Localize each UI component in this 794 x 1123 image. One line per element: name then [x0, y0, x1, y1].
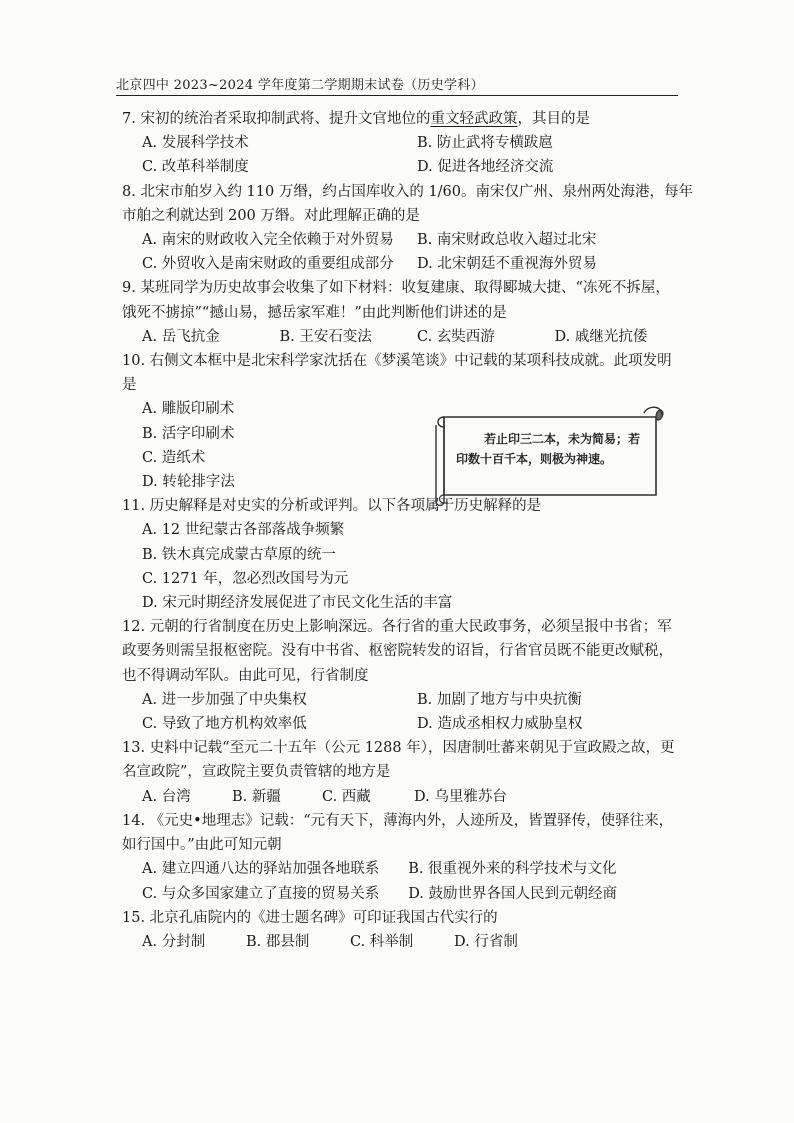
- q7-option-d[interactable]: D. 促进各地经济交流: [417, 159, 554, 176]
- q12-stem-line2: 政要务则需呈报枢密院。没有中书省、枢密院转发的诏旨，行省官员既不能更改赋税，: [122, 643, 673, 660]
- q12-option-b[interactable]: B. 加剧了地方与中央抗衡: [417, 691, 582, 708]
- q14-option-c[interactable]: C. 与众多国家建立了直接的贸易关系: [142, 885, 380, 902]
- q13-option-b[interactable]: B. 新疆: [232, 788, 281, 805]
- q10-option-c[interactable]: C. 造纸术: [142, 449, 206, 466]
- q10-option-a[interactable]: A. 雕版印刷术: [142, 401, 235, 418]
- q12-option-a[interactable]: A. 进一步加强了中央集权: [142, 691, 307, 708]
- q8-option-b[interactable]: B. 南宋财政总收入超过北宋: [417, 232, 597, 249]
- q9-stem-line2: 饿死不掳掠”“撼山易，撼岳家军难！”由此判断他们讲述的是: [122, 304, 507, 321]
- q12-stem-line1: 12. 元朝的行省制度在历史上影响深远。各行省的重大民政事务，必须呈报中书省；军: [122, 619, 672, 636]
- q8-options-row1: [122, 228, 692, 252]
- q12-option-d[interactable]: D. 造成丞相权力威胁皇权: [417, 716, 583, 733]
- q8-option-d[interactable]: D. 北宋朝廷不重视海外贸易: [417, 256, 597, 273]
- q15-option-d[interactable]: D. 行省制: [454, 933, 518, 950]
- q8-option-a[interactable]: A. 南宋的财政收入完全依赖于对外贸易: [142, 232, 394, 249]
- q14-stem-line1: 14. 《元史•地理志》记载：“元有天下，薄海内外，人迹所及，皆置驿传，使驿往来，: [122, 812, 674, 829]
- q15-stem: 15. 北京孔庙院内的《进士题名碑》可印证我国古代实行的: [122, 909, 498, 926]
- q10-stem-line1: 10. 右侧文本框中是北宋科学家沈括在《梦溪笔谈》中记载的某项科技成就。此项发明: [122, 353, 672, 370]
- q7-options-row2: [122, 155, 692, 179]
- q12-stem-line3: 也不得调动军队。由此可见，行省制度: [122, 667, 369, 684]
- q10-option-d[interactable]: D. 转轮排字法: [142, 474, 235, 491]
- q14-stem-line2: 如行国中。”由此可知元朝: [122, 837, 282, 854]
- questions-section: [122, 107, 692, 954]
- q9-option-c[interactable]: C. 玄奘西游: [417, 328, 495, 345]
- q15-options-row: [122, 930, 692, 954]
- q10-stem-line2: 是: [122, 377, 137, 394]
- q8-stem-line1: 8. 北宋市舶岁入约 110 万缗，约占国库收入的 1/60。南宋仅广州、泉州两处海港，每年: [122, 183, 694, 200]
- q11-option-d[interactable]: D. 宋元时期经济发展促进了市民文化生活的丰富: [142, 595, 453, 612]
- q14-option-b[interactable]: B. 很重视外来的科学技术与文化: [408, 861, 617, 878]
- q15-option-c[interactable]: C. 科举制: [350, 933, 414, 950]
- q7-options-row1: [122, 131, 692, 155]
- q12-option-c[interactable]: C. 导致了地方机构效率低: [142, 716, 307, 733]
- q13-option-d[interactable]: D. 乌里雅苏台: [414, 788, 507, 805]
- q9-option-b[interactable]: B. 王安石变法: [279, 328, 372, 345]
- q13-option-a[interactable]: A. 台湾: [142, 788, 191, 805]
- q11-option-b[interactable]: B. 铁木真完成蒙古草原的统一: [142, 546, 336, 563]
- q10-option-b[interactable]: B. 活字印刷术: [142, 425, 235, 442]
- scroll-quote-text: 若止印三二本，未为简易；若印数十百千本，则极为神速。: [456, 432, 641, 467]
- q12-options-row2: [122, 712, 692, 736]
- q13-options-row: [122, 785, 692, 809]
- q11-option-a[interactable]: A. 12 世纪蒙古各部落战争频繁: [142, 522, 345, 539]
- q14-options-row1: [122, 857, 692, 881]
- scroll-text-box: [434, 403, 664, 507]
- q8-options-row2: [122, 252, 692, 276]
- q7-stem-tail: ，其目的是: [517, 111, 590, 127]
- q11-option-c[interactable]: C. 1271 年，忽必烈改国号为元: [142, 570, 349, 587]
- q13-stem-line1: 13. 史料中记载“至元二十五年（公元 1288 年），因唐制吐蕃来朝见于宣政殿之故，更: [122, 740, 675, 757]
- q9-stem-line1: 9. 某班同学为历史故事会收集了如下材料：收复建康、取得郾城大捷、“冻死不拆屋，: [122, 280, 670, 297]
- q11-stem: 11. 历史解释是对史实的分析或评判。以下各项属于历史解释的是: [122, 498, 542, 515]
- q7-option-a[interactable]: A. 发展科学技术: [142, 135, 249, 152]
- q7-stem-text: 7. 宋初的统治者采取抑制武将、提升文官地位的: [122, 111, 431, 127]
- q8-stem-line2: 市舶之利就达到 200 万缗。对此理解正确的是: [122, 207, 420, 224]
- q14-option-d[interactable]: D. 鼓励世界各国人民到元朝经商: [408, 885, 618, 902]
- q10-body: [122, 397, 692, 494]
- q9-option-a[interactable]: A. 岳飞抗金: [142, 328, 220, 345]
- q12-options-row1: [122, 688, 692, 712]
- q15-option-b[interactable]: B. 郡县制: [246, 933, 310, 950]
- q15-option-a[interactable]: A. 分封制: [142, 933, 206, 950]
- q13-option-c[interactable]: C. 西藏: [322, 788, 371, 805]
- q8-option-c[interactable]: C. 外贸收入是南宋财政的重要组成部分: [142, 256, 394, 273]
- q7-stem: [122, 107, 692, 131]
- q13-stem-line2: 名宣政院”，宣政院主要负责管辖的地方是: [122, 764, 391, 781]
- page-header: 北京四中 2023~2024 学年度第二学期期末试卷（历史学科）: [116, 74, 678, 96]
- q7-option-b[interactable]: B. 防止武将专横跋扈: [417, 135, 553, 152]
- q9-option-d[interactable]: D. 戚继光抗倭: [554, 328, 648, 345]
- q7-option-c[interactable]: C. 改革科举制度: [142, 159, 249, 176]
- q7-underlined-term: 重文轻武政策: [430, 111, 518, 127]
- q9-options-row: [122, 325, 692, 349]
- q14-options-row2: [122, 882, 692, 906]
- q14-option-a[interactable]: A. 建立四通八达的驿站加强各地联系: [142, 861, 380, 878]
